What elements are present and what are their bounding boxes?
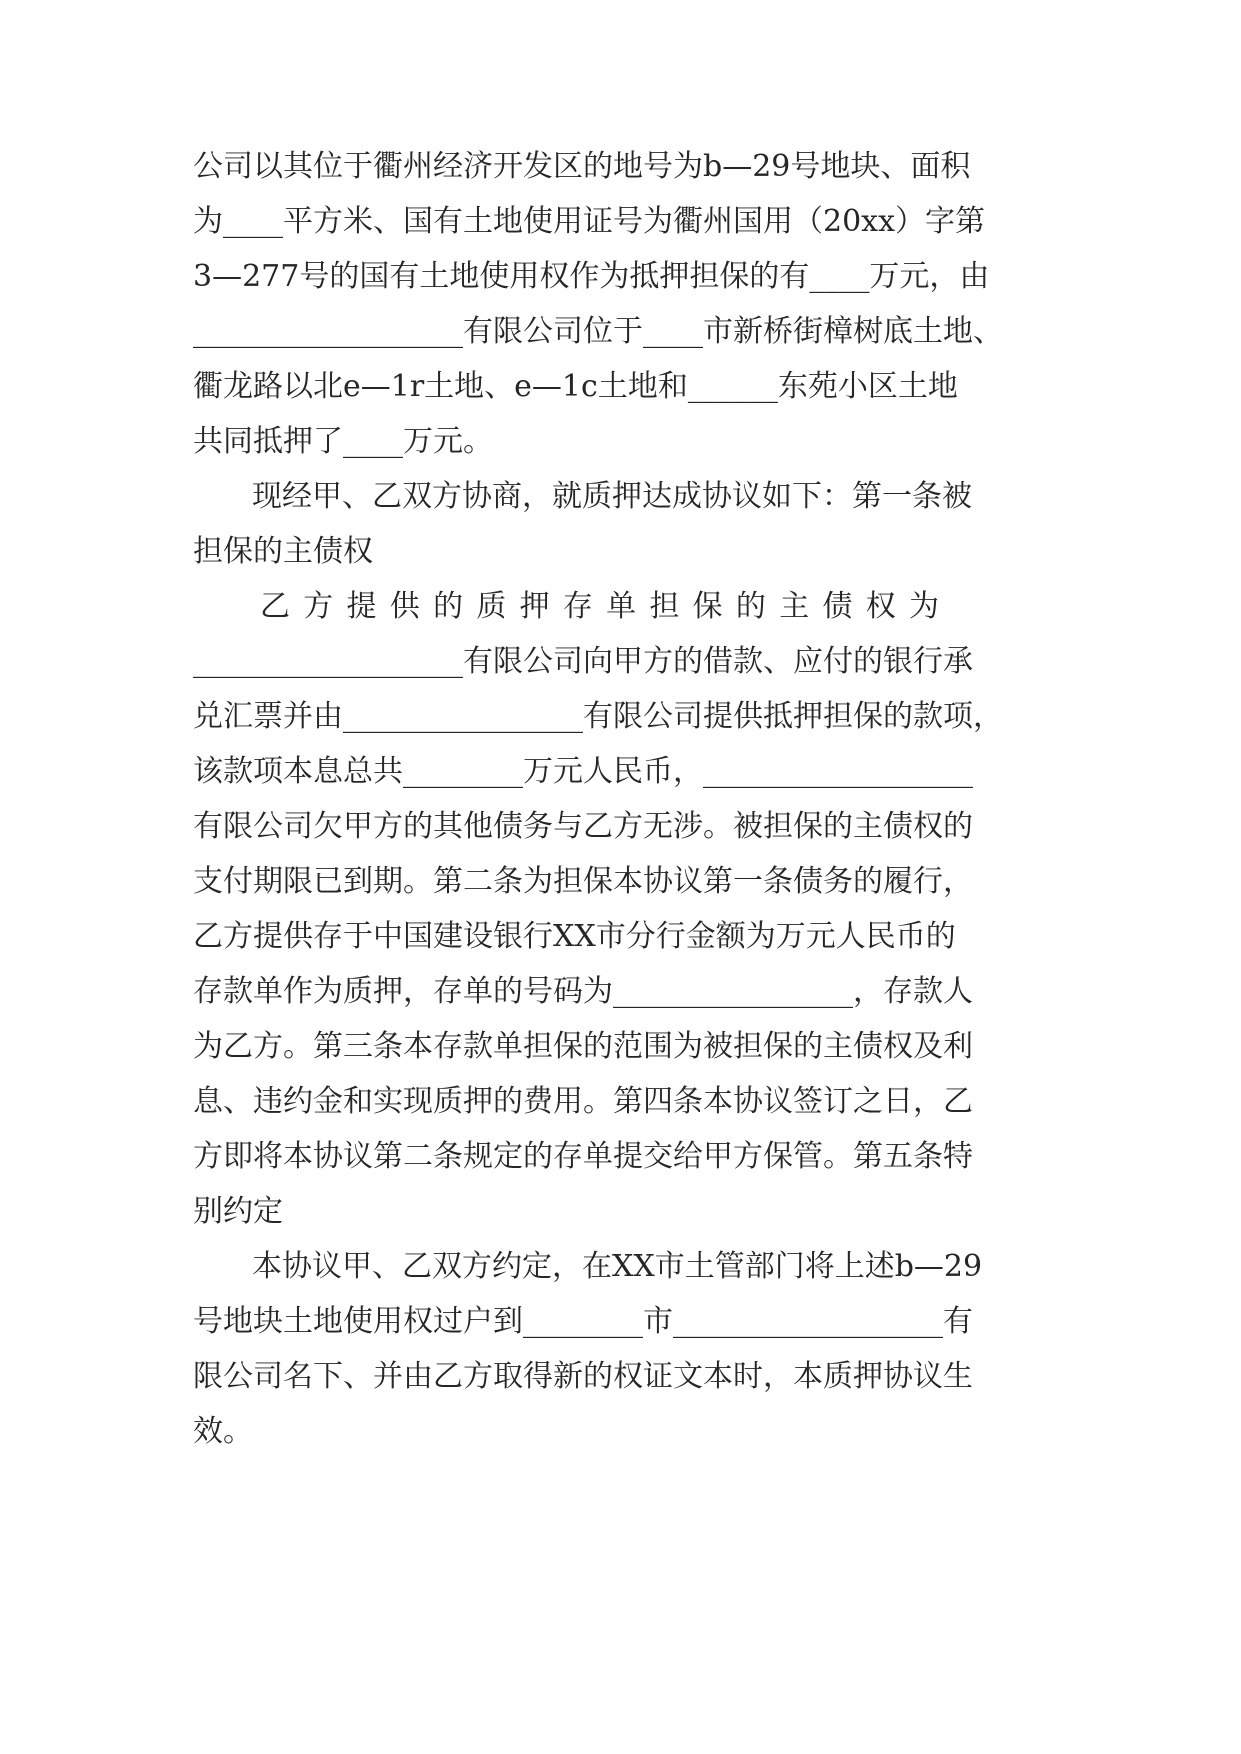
- text-line: 乙方提供存于中国建设银行XX市分行金额为万元人民币的: [193, 919, 956, 954]
- text-line: 公司以其位于衢州经济开发区的地号为b—29号地块、面积: [193, 149, 971, 184]
- text-line: 为____平方米、国有土地使用证号为衢州国用（20xx）字第: [193, 204, 986, 239]
- text-line: 兑汇票并由________________有限公司提供抵押担保的款项，: [193, 699, 1003, 734]
- text-line: 为乙方。第三条本存款单担保的范围为被担保的主债权及利: [193, 1029, 973, 1064]
- text-line: __________________有限公司向甲方的借款、应付的银行承: [193, 644, 973, 679]
- text-line: 有限公司欠甲方的其他债务与乙方无涉。被担保的主债权的: [193, 809, 973, 844]
- text-line: 息、违约金和实现质押的费用。第四条本协议签订之日，乙: [193, 1084, 973, 1119]
- text-line: 乙方提供的质押存单担保的主债权为: [260, 589, 939, 624]
- text-line: 共同抵押了____万元。: [193, 424, 493, 459]
- text-line: 支付期限已到期。第二条为担保本协议第一条债务的履行，: [193, 864, 973, 899]
- text-line: 存款单作为质押，存单的号码为________________，存款人: [193, 974, 973, 1009]
- text-line: 3—277号的国有土地使用权作为抵押担保的有____万元，由: [193, 259, 990, 294]
- text-line: 方即将本协议第二条规定的存单提交给甲方保管。第五条特: [193, 1139, 973, 1174]
- text-line: 本协议甲、乙双方约定，在XX市土管部门将上述b—29: [252, 1249, 983, 1284]
- text-line: __________________有限公司位于____市新桥街樟树底土地、: [193, 314, 1003, 349]
- text-line: 该款项本息总共________万元人民币，__________________: [193, 754, 973, 789]
- text-line: 衢龙路以北e—1r土地、e—1c土地和______东苑小区土地: [193, 369, 958, 404]
- text-line: 别约定: [193, 1194, 283, 1229]
- text-line: 效。: [193, 1414, 253, 1449]
- text-line: 担保的主债权: [193, 534, 373, 569]
- text-line: 限公司名下、并由乙方取得新的权证文本时，本质押协议生: [193, 1359, 973, 1394]
- text-line: 现经甲、乙双方协商，就质押达成协议如下：第一条被: [252, 479, 972, 514]
- text-line: 号地块土地使用权过户到________市__________________有: [193, 1304, 973, 1339]
